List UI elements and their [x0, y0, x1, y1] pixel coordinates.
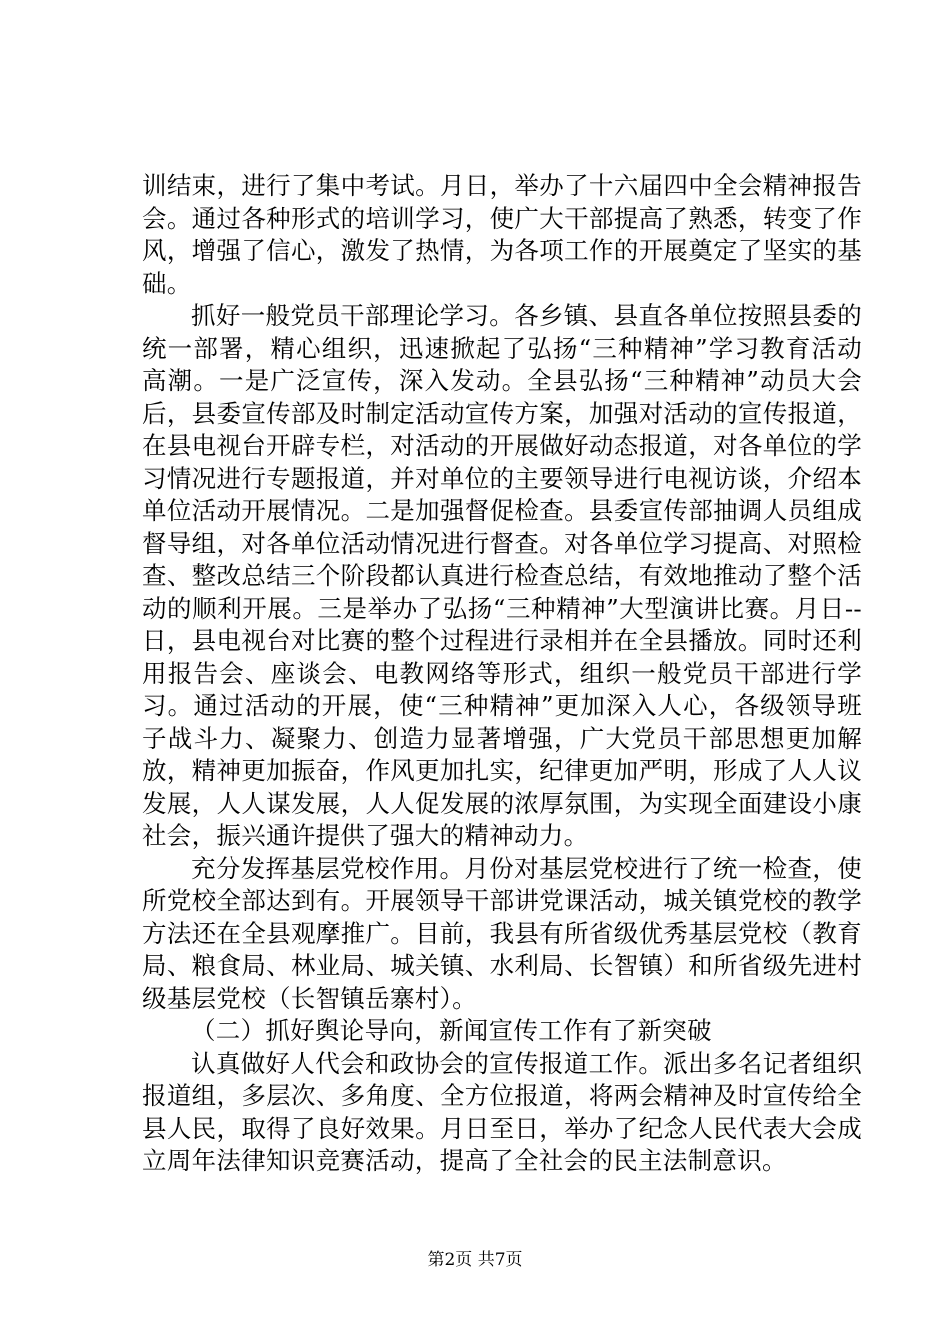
- section-heading: （二）抓好舆论导向，新闻宣传工作有了新突破: [191, 1016, 712, 1045]
- paragraph-1: 训结束，进行了集中考试。月日，举办了十六届四中全会精神报告会。通过各种形式的培训学习，使广大干部提高了熟悉，转变了作风，增强了信心，激发了热情，为各项工作的开展奠定了坚实的基础。: [142, 171, 862, 298]
- paragraph-2: 抓好一般党员干部理论学习。各乡镇、县直各单位按照县委的统一部署，精心组织，迅速掀起了弘扬“三种精神”学习教育活动高潮。一是广泛宣传，深入发动。全县弘扬“三种精神”动员大会后，县委宣传部及时制定活动宣传方案，加强对活动的宣传报道，在县电视台开辟专栏，对活动的开展做好动态报道，对各单位的学习情况进行专题报道，并对单位的主要领导进行电视访谈，介绍本单位活动开展情况。二是加强督促检查。县委宣传部抽调人员组成督导组，对各单位活动情况进行督查。对各单位学习提高、对照检查、整改总结三个阶段都认真进行检查总结，有效地推动了整个活动的顺利开展。三是举办了弘扬“三种精神”大型演讲比赛。月日--日，县电视台对比赛的整个过程进行录相并在全县播放。同时还利用报告会、座谈会、电教网络等形式，组织一般党员干部进行学习。通过活动的开展，使“三种精神”更加深入人心，各级领导班子战斗力、凝聚力、创造力显著增强，广大党员干部思想更加解放，精神更加振奋，作风更加扎实，纪律更加严明，形成了人人议发展，人人谋发展，人人促发展的浓厚氛围，为实现全面建设小康社会，振兴通许提供了强大的精神动力。: [142, 301, 862, 850]
- page-footer: 第2页 共7页: [427, 1250, 523, 1270]
- paragraph-5: 认真做好人代会和政协会的宣传报道工作。派出多名记者组织报道组，多层次、多角度、全方位报道，将两会精神及时宣传给全县人民，取得了良好效果。月日至日，举办了纪念人民代表大会成立周年法律知识竞赛活动，提高了全社会的民主法制意识。: [142, 1048, 862, 1175]
- paragraph-3: 充分发挥基层党校作用。月份对基层党校进行了统一检查，使所党校全部达到有。开展领导干部讲党课活动，城关镇党校的教学方法还在全县观摩推广。目前，我县有所省级优秀基层党校（教育局、粮食局、林业局、城关镇、水利局、长智镇）和所省级先进村级基层党校（长智镇岳寨村）。: [142, 853, 862, 1013]
- document-body: [142, 170, 862, 1178]
